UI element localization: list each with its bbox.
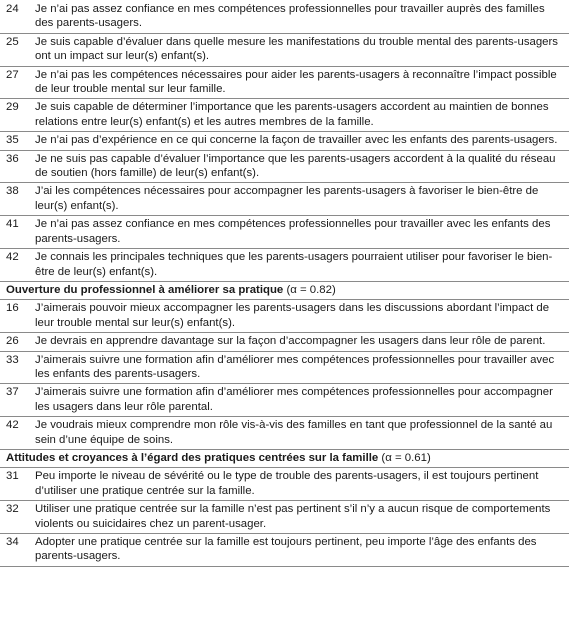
- table-row: [0, 216, 569, 249]
- item-number: 37: [6, 386, 19, 399]
- item-text: Je suis capable de déterminer l’importance que les parents-usagers accordent au maintien de bonnes relations entre leur(s) enfant(s) et les autres membres de la famille.: [35, 101, 549, 128]
- item-group-a: [0, 1, 569, 282]
- section-heading-ouverture: [0, 282, 569, 300]
- item-number: 25: [6, 35, 19, 48]
- item-text: J’aimerais suivre une formation afin d’améliorer mes compétences professionnelles pour travailler avec les enfants des parents-usagers.: [35, 353, 555, 380]
- item-text: J’ai les compétences nécessaires pour accompagner les parents-usagers à favoriser le bien-être de leur(s) enfant(s).: [35, 185, 539, 212]
- item-number: 41: [6, 218, 19, 231]
- item-number: 33: [6, 353, 19, 366]
- table-row: [0, 300, 569, 333]
- table-row: [0, 468, 569, 501]
- item-text: Utiliser une pratique centrée sur la famille n’est pas pertinent s’il n’y a aucun risque de comportements violents ou suicidaires chez un parent-usager.: [35, 503, 551, 530]
- item-number: 27: [6, 68, 19, 81]
- section-alpha: (α = 0.61): [381, 451, 431, 464]
- item-text: Je ne suis pas capable d’évaluer l’importance que les parents-usagers accordent à la qualité du réseau de soutien (hors famille) de leur(s) enfant(s).: [35, 152, 556, 180]
- table-row: [0, 67, 569, 100]
- item-text: Je connais les principales techniques que les parents-usagers pourraient utiliser pour favoriser le bien-être de leur(s) enfant(s).: [35, 251, 553, 278]
- item-number: 32: [6, 503, 19, 516]
- item-text: Je suis capable d’évaluer dans quelle mesure les manifestations du trouble mental des parents-usagers ont un impact sur leur(s) enfant(s).: [35, 35, 559, 63]
- table-row: [0, 1, 569, 34]
- item-number: 34: [6, 536, 19, 548]
- item-text: Je devrais en apprendre davantage sur la façon d’accompagner les usagers dans leur rôle de parent.: [35, 335, 546, 348]
- item-number: 26: [6, 335, 19, 348]
- item-text: J’aimerais pouvoir mieux accompagner les parents-usagers dans les discussions abordant l’impact de leur trouble mental sur leur(s) enfant(s).: [35, 302, 550, 329]
- table-row: [0, 99, 569, 132]
- section-title: Attitudes et croyances à l’égard des pratiques centrées sur la famille: [6, 451, 379, 464]
- item-text: Je n’ai pas les compétences nécessaires pour aider les parents-usagers à reconnaître l’impact possible de leur trouble mental sur leur famille.: [35, 68, 557, 96]
- item-number: 42: [6, 419, 19, 432]
- section-alpha: (α = 0.82): [286, 283, 336, 296]
- item-text: Je voudrais mieux comprendre mon rôle vis-à-vis des familles en tant que professionnel de la santé au sein d’une équipe de soins.: [35, 419, 553, 446]
- item-number: 16: [6, 302, 19, 315]
- item-number: 42: [6, 251, 19, 264]
- item-text: J’aimerais suivre une formation afin d’améliorer mes compétences professionnelles pour accompagner les usagers dans leur rôle parental.: [35, 386, 553, 413]
- item-text: Adopter une pratique centrée sur la famille est toujours pertinent, peu importe l’âge des enfants des parents-usagers.: [35, 536, 537, 563]
- table-row: [0, 151, 569, 184]
- item-number: 38: [6, 185, 19, 198]
- item-text: Peu importe le niveau de sévérité ou le type de trouble des parents-usagers, il est toujours pertinent d’utiliser une pratique centrée sur la famille.: [35, 470, 539, 497]
- item-group-c: [0, 468, 569, 566]
- item-group-b: [0, 300, 569, 450]
- item-number: 36: [6, 152, 19, 165]
- table-row: [0, 534, 569, 567]
- table-row: [0, 183, 569, 216]
- table-row: [0, 352, 569, 385]
- item-text: Je n’ai pas assez confiance en mes compétences professionnelles pour travailler avec les enfants des parents-usagers.: [35, 218, 551, 245]
- section-title: Ouverture du professionnel à améliorer sa pratique: [6, 283, 284, 296]
- item-text: Je n’ai pas assez confiance en mes compétences professionnelles pour travailler auprès des familles des parents-usagers.: [35, 3, 545, 30]
- item-number: 31: [6, 470, 19, 483]
- table-row: [0, 501, 569, 534]
- table-row: [0, 417, 569, 450]
- table-row: [0, 132, 569, 150]
- table-row: [0, 333, 569, 351]
- table-row: [0, 249, 569, 282]
- item-number: 29: [6, 101, 19, 114]
- table-row: [0, 384, 569, 417]
- item-number: 24: [6, 3, 19, 15]
- item-text: Je n’ai pas d’expérience en ce qui concerne la façon de travailler avec les enfants des parents-usagers.: [35, 134, 558, 147]
- section-heading-attitudes: [0, 450, 569, 468]
- table-row: [0, 34, 569, 67]
- item-number: 35: [6, 134, 19, 147]
